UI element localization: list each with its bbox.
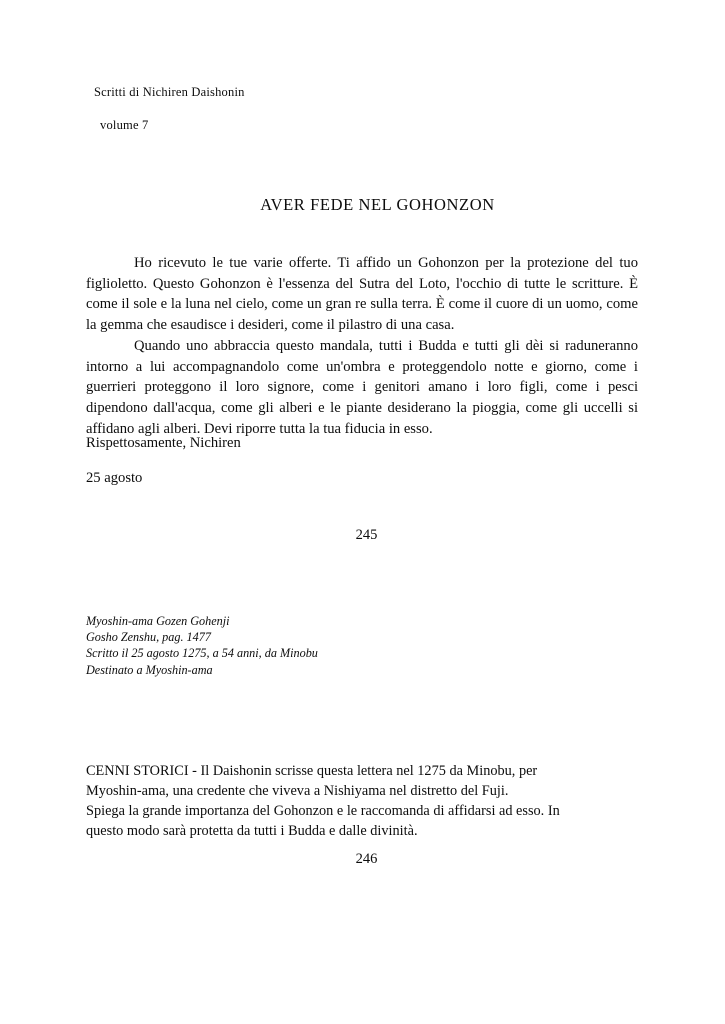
citation-line-4: Destinato a Myoshin-ama bbox=[86, 662, 213, 677]
series-title: Scritti di Nichiren Daishonin bbox=[94, 85, 245, 99]
signature-line: Rispettosamente, Nichiren bbox=[86, 435, 241, 451]
notes-line-1: CENNI STORICI - Il Daishonin scrisse questa lettera nel 1275 da Minobu, per bbox=[86, 763, 538, 779]
notes-line-2: Myoshin-ama, una credente che viveva a Nishiyama nel distretto del Fuji. bbox=[86, 783, 509, 800]
historical-notes bbox=[86, 761, 631, 841]
notes-line-4: questo modo sarà protetta da tutti i Budda e dalle divinità. bbox=[86, 823, 418, 840]
volume-label: volume 7 bbox=[100, 118, 149, 133]
date-line: 25 agosto bbox=[86, 470, 143, 486]
citation-line-1: Myoshin-ama Gozen Gohenji bbox=[86, 614, 230, 628]
paragraph-2: Quando uno abbraccia questo mandala, tutti i Budda e tutti gli dèi si raduneranno intorno a lui accompagnandolo come un'ombra e proteggendolo notte e giorno, come i guerrieri proteggono il loro signore, come i genitori amano i loro figli, come i pesci dipendono dall'acqua, come gli alberi e le piante desiderano la pioggia, come gli uccelli si affidano agli alberi. Devi riporre tutta la tua fiducia in esso. bbox=[86, 337, 638, 437]
page-title: AVER FEDE NEL GOHONZON bbox=[260, 195, 495, 214]
citation-block bbox=[86, 613, 318, 678]
page-number-top: 245 bbox=[355, 527, 378, 543]
notes-line-3: Spiega la grande importanza del Gohonzon e le raccomanda di affidarsi ad esso. In bbox=[86, 803, 560, 820]
page-number-bottom: 246 bbox=[355, 851, 378, 867]
body-content bbox=[86, 253, 638, 439]
paragraph-1: Ho ricevuto le tue varie offerte. Ti affido un Gohonzon per la protezione del tuo figlioletto. Questo Gohonzon è l'essenza del Sutra del Loto, l'occhio di tutte le scritture. È come il sole e la luna nel cielo, come un gran re sulla terra. È come il cuore di un uomo, come la gemma che esaudisce i desideri, come il pilastro di una casa. bbox=[86, 255, 638, 334]
citation-line-2: Gosho Zenshu, pag. 1477 bbox=[86, 630, 211, 645]
document-header bbox=[94, 86, 245, 132]
citation-line-3: Scritto il 25 agosto 1275, a 54 anni, da Minobu bbox=[86, 646, 318, 661]
